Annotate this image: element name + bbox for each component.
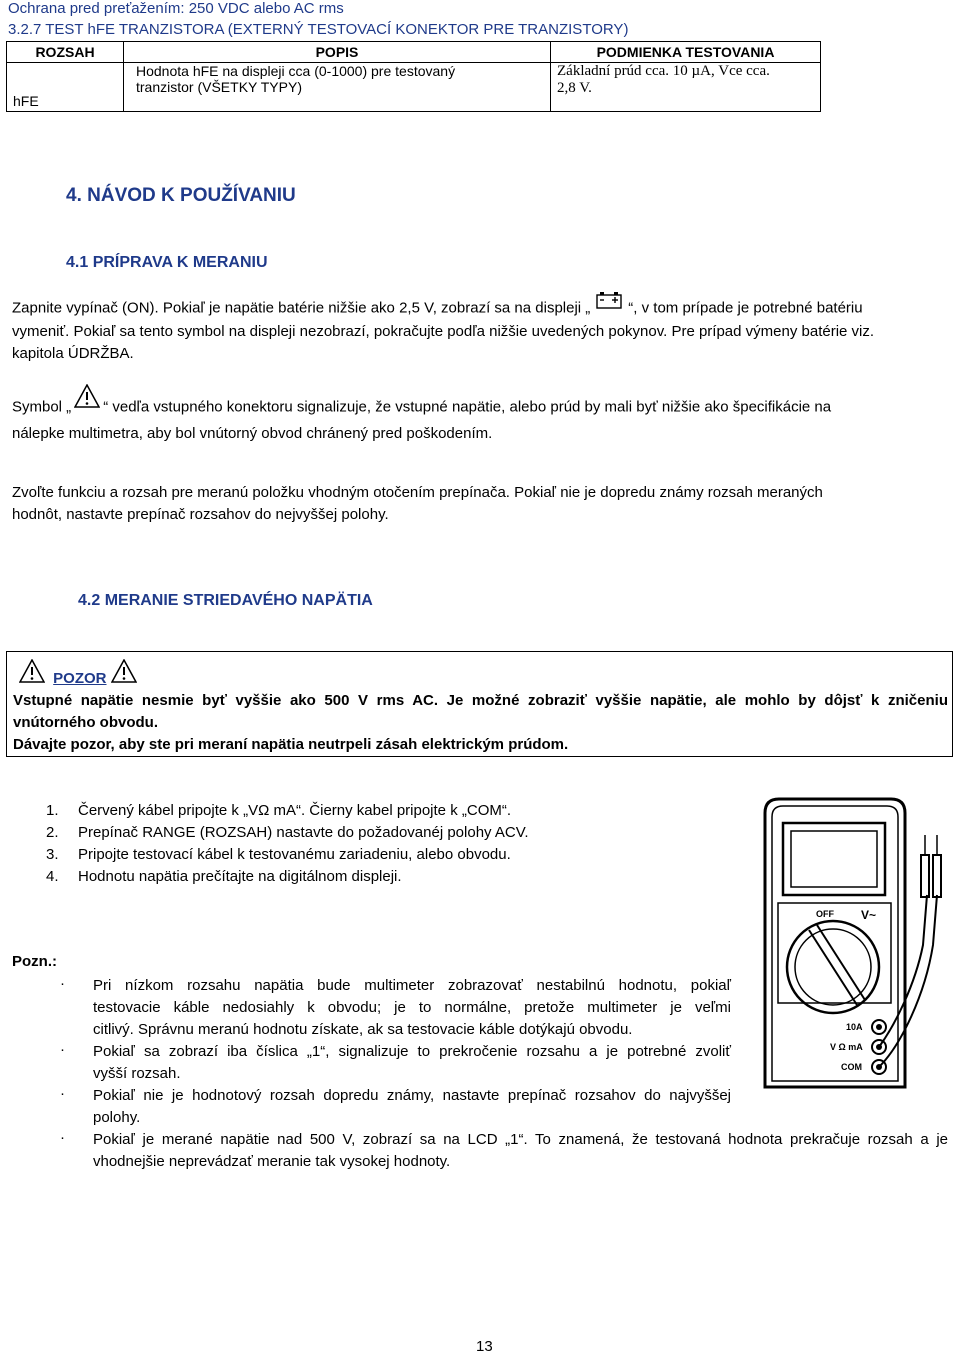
range-selection-paragraph — [12, 482, 948, 526]
note-line: polohy. — [93, 1109, 141, 1126]
label-off: OFF — [816, 909, 834, 919]
paragraph-line: nálepke multimetra, aby bol vnútorný obvod chránený pred poškodením. — [12, 425, 493, 442]
hfe-section-title: 3.2.7 TEST hFE TRANZISTORA (EXTERNÝ TESTOVACÍ KONEKTOR PRE TRANZISTORY) — [8, 21, 629, 38]
multimeter-illustration — [745, 795, 945, 1095]
note-item-2 — [93, 1041, 731, 1085]
note-item-4 — [93, 1129, 948, 1173]
label-v-tilde: V~ — [861, 908, 877, 922]
bullet-icon: · — [60, 975, 65, 992]
table-cell-description — [124, 63, 551, 112]
list-item — [46, 802, 511, 819]
label-com: COM — [841, 1062, 862, 1072]
note-line: Pokiaľ nie je hodnotový rozsah dopredu známy, nastavte prepínač rozsahov do najvyššej — [93, 1087, 731, 1104]
page-number: 13 — [476, 1338, 493, 1355]
paragraph-line: kapitola ÚDRŽBA. — [12, 345, 134, 362]
note-line: vhodnejšie neprevádzať meranie tak vysokej hodnoty. — [93, 1153, 451, 1170]
label-10a: 10A — [846, 1022, 863, 1032]
heading-priprava: 4.1 PRÍPRAVA K MERANIU — [66, 254, 268, 271]
table-header-description: POPIS — [124, 42, 551, 63]
table-cell-range: hFE — [7, 63, 124, 112]
condition-line: 2,8 V. — [557, 80, 592, 96]
note-line: citlivý. Správnu meranú hodnotu získate, ak sa testovacie káble dotýkajú obvodu. — [93, 1021, 633, 1038]
list-number: 1. — [46, 802, 59, 819]
hfe-spec-table — [6, 41, 821, 112]
note-line: Pokiaľ je merané napätie nad 500 V, zobrazí sa na LCD „1“. To znamená, že testovaná hodnota prekračuje rozsah a je — [93, 1131, 948, 1148]
battery-paragraph — [12, 296, 948, 365]
list-item — [46, 846, 511, 863]
note-line: testovacie káble nedosiahly k obvodu; je to normálne, pretože multimeter je veľmi — [93, 999, 731, 1016]
warning-triangle-icon — [19, 659, 45, 687]
heading-meranie: 4.2 MERANIE STRIEDAVÉHO NAPÄTIA — [78, 592, 373, 609]
list-text: Červený kábel pripojte k „VΩ mA“. Čierny kabel pripojte k „COM“. — [78, 802, 512, 819]
paragraph-line: Zapnite vypínač (ON). Pokiaľ je napätie batérie nižšie ako 2,5 V, zobrazí sa na displeji „ “, v tom prípade je potrebné batériu — [12, 296, 948, 321]
warning-triangle-icon — [74, 384, 100, 415]
list-text: Hodnotu napätia prečítajte na digitálnom displeji. — [78, 868, 402, 885]
list-item — [46, 824, 529, 841]
note-line: vyšší rozsah. — [93, 1065, 181, 1082]
bullet-icon: · — [60, 1041, 65, 1058]
note-item-1 — [93, 975, 731, 1041]
list-number: 3. — [46, 846, 59, 863]
list-number: 4. — [46, 868, 59, 885]
paragraph-line: vymeniť. Pokiaľ sa tento symbol na displeji nezobrazí, pokračujte podľa nižšie uvedených pokynov. Pre prípad výmeny batérie viz. — [12, 323, 875, 340]
bullet-icon: · — [60, 1085, 65, 1102]
paragraph-line: Zvoľte funkciu a rozsah pre meranú položku vhodným otočením prepínača. Pokiaľ nie je dopredu známy rozsah meraných — [12, 484, 823, 501]
condition-line: Základní prúd cca. 10 µA, Vce cca. — [557, 63, 770, 79]
warning-box — [6, 651, 953, 757]
warning-title: POZOR — [53, 670, 107, 687]
table-row — [7, 63, 821, 112]
note-line: Pri nízkom rozsahu napätia bude multimeter zobrazovať nestabilnú hodnotu, pokiaľ — [93, 977, 731, 994]
warning-line: vnútorného obvodu. — [13, 714, 158, 731]
warning-triangle-icon — [111, 659, 137, 687]
list-item — [46, 868, 402, 885]
paragraph-line: Symbol „ “ vedľa vstupného konektoru signalizuje, že vstupné napätie, alebo prúd by mali byť nižšie ako špecifikácie na — [12, 392, 948, 423]
warning-symbol-paragraph — [12, 392, 948, 445]
description-line: Hodnota hFE na displeji cca (0-1000) pre testovaný — [136, 63, 456, 79]
heading-navod: 4. NÁVOD K POUŽÍVANIU — [66, 185, 296, 206]
note-label: Pozn.: — [12, 953, 57, 970]
list-text: Pripojte testovací kábel k testovanému zariadeniu, alebo obvodu. — [78, 846, 511, 863]
label-vomma: V Ω mA — [830, 1042, 863, 1052]
paragraph-line: hodnôt, nastavte prepínač rozsahov do nejvyššej polohy. — [12, 506, 389, 523]
warning-line: Dávajte pozor, aby ste pri meraní napätia neutrpeli zásah elektrickým prúdom. — [13, 736, 569, 753]
list-text: Prepínač RANGE (ROZSAH) nastavte do požadovanéj polohy ACV. — [78, 824, 529, 841]
bullet-icon: · — [60, 1129, 65, 1146]
table-header-condition: PODMIENKA TESTOVANIA — [551, 42, 821, 63]
note-item-3 — [93, 1085, 731, 1129]
overload-protection-line: Ochrana pred preťažením: 250 VDC alebo AC rms — [8, 0, 344, 17]
table-cell-condition — [551, 63, 821, 112]
table-header-range: ROZSAH — [7, 42, 124, 63]
description-line: tranzistor (VŠETKY TYPY) — [136, 79, 302, 95]
warning-title-row — [19, 659, 137, 687]
warning-line: Vstupné napätie nesmie byť vyššie ako 500 V rms AC. Je možné zobraziť vyššie napätie, ale mohlo by dôjsť k zničeniu — [13, 692, 948, 709]
battery-icon — [596, 291, 622, 316]
note-line: Pokiaľ sa zobrazí iba číslica „1“, signalizuje to prekročenie rozsahu a je potrebné zvoliť — [93, 1043, 731, 1060]
list-number: 2. — [46, 824, 59, 841]
warning-text — [13, 690, 948, 756]
